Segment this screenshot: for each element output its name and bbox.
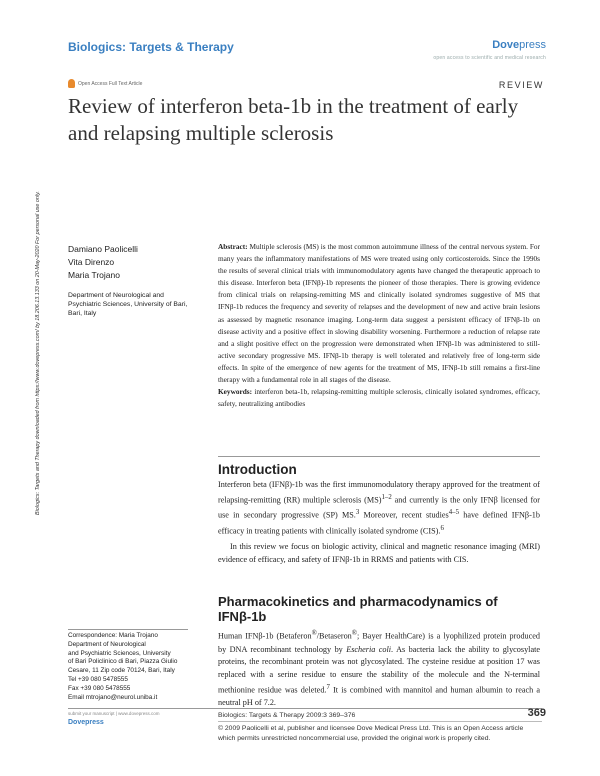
citation-ref[interactable]: 6 — [440, 524, 444, 532]
author-name: Damiano Paolicelli — [68, 244, 138, 254]
author-name: Maria Trojano — [68, 270, 120, 281]
page-number: 369 — [527, 707, 546, 719]
keywords-text: interferon beta-1b, relapsing-remitting multiple sclerosis, clinically isolated syndromes, efficacy, safety, neutralizing antibodies — [218, 387, 540, 409]
pharmacokinetics-heading: Pharmacokinetics and pharmacodynamics of IFNβ-1b — [218, 594, 498, 624]
correspondence-line: Correspondence: Maria Trojano — [68, 632, 158, 639]
registered-mark: ® — [351, 630, 357, 637]
introduction-paragraph: Interferon beta (IFNβ)-1b was the first immunomodulatory therapy approved for the treatment of relapsing-remitting (RR) multiple sclerosis (MS)$^{1-2}$ and currently is the only IFNβ licensed for use in secondary progressive (SP) MS.$^3$ Moreover, recent studies$^{4-5}$ have defined IFNβ-1b efficacy in treating patients with clinically isolated syndrome (CIS).$^6$ — [218, 480, 541, 536]
organism-name: Escheria coli — [346, 644, 392, 654]
citation-ref[interactable]: 1–2 — [381, 493, 392, 501]
correspondence-email[interactable]: Email mtrojano@neurol.uniba.it — [68, 693, 158, 701]
correspondence-line: Tel +39 080 5478555 — [68, 675, 128, 683]
author-affiliation: Department of Neurological and Psychiatric Sciences, University of Bari, Bari, Italy — [68, 292, 188, 317]
abstract-label: Abstract: — [218, 242, 248, 251]
section-divider — [218, 456, 540, 457]
footer-citation: Biologics: Targets & Therapy 2009:3 369–376 — [218, 712, 356, 719]
journal-title: Biologics: Targets & Therapy — [68, 40, 234, 54]
registered-mark: ® — [311, 630, 317, 637]
author-name: Vita Direnzo — [68, 257, 115, 268]
article-type: REVIEW — [498, 80, 544, 90]
footer-divider-secondary — [218, 721, 542, 722]
correspondence-line: Department of Neurological — [68, 640, 146, 648]
article-title: Review of interferon beta-1b in the treatment of early and relapsing multiple sclerosis — [68, 94, 519, 145]
publisher-name-light: press — [519, 39, 546, 51]
footer-divider — [68, 708, 542, 709]
introduction-heading: Introduction — [218, 462, 297, 477]
submit-manuscript-link[interactable]: submit your manuscript | www.dovepress.com — [68, 711, 160, 716]
sidebar-download-text: Biologics: Targets and Therapy downloaded from https://www.dovepress.com/ by 18.206.13.133 on 20-May-2020 For personal use only. — [35, 191, 41, 515]
publisher-logo[interactable] — [492, 39, 546, 51]
pharmacokinetics-body: Human IFNβ-1b (Betaferon®/Betaseron®; Bayer HealthCare) is a lyophilized protein produced by DNA recombinant technology by Escheria coli. As bacteria lack the ability to glycosylate proteins, the recombinant protein was not glycosylated. The cysteine residue at position 17 was replaced with a serine residue to ensure the stability of the molecule and the N-terminal methionine residue was deleted.$^7$ It is combined with mannitol and human albumin to reach a neutral pH of 7.2. — [218, 630, 541, 708]
introduction-paragraph: In this review we focus on biologic activity, clinical and magnetic resonance imaging (MRI) evidence of efficacy, and safety of IFNβ-1b in RRMS and patients with CIS. — [218, 542, 540, 565]
publisher-tagline: open access to scientific and medical research — [433, 55, 546, 61]
correspondence-line: Cesare, 11 Zip code 70124, Bari, Italy — [68, 667, 175, 675]
correspondence-line: Fax +39 080 5478555 — [68, 684, 131, 692]
correspondence-line: and Psychiatric Sciences, University — [68, 649, 171, 657]
open-access-lock-icon — [68, 79, 75, 88]
citation-ref[interactable]: 7 — [326, 683, 330, 691]
open-access-label — [68, 79, 142, 88]
footer-brand[interactable]: Dovepress — [68, 719, 104, 726]
abstract-block — [218, 241, 540, 410]
keywords-label: Keywords: — [218, 387, 253, 397]
abstract-text: Multiple sclerosis (MS) is the most common autoimmune illness of the central nervous system. For many years the inflammatory manifestations of MS were treated using only corticosteroids. Since the 1990s the results of several clinical trials with immunomodulatory agents have changed the therapeutic approach to this disease. Interferon beta (IFNβ)-1b represents the pioneer of those therapies. There is growing evidence from clinical trials on relapsing-remitting MS and clinically isolated syndromes suggestive of MS that IFNβ-1b reduces the frequency and severity of relapses and the development of new and active brain lesions as assessed by magnetic resonance imaging. Long-term data suggest a persistent efficacy of IFNβ-1b on disease activity and a positive effect in slowing disability worsening. Furthermore a reduction of relapse rate and a slight positive effect on the progression were demonstrated when IFNβ-1b was administered to still-active secondary progressive MS. IFNβ-1b therapy is well tolerated and relatively free of long-term side effects. In spite of the emergence of new agents for the treatment of MS, IFNβ-1b still remains a first-line therapy with a fundamental role in all stages of the disease. — [218, 242, 540, 385]
citation-ref[interactable]: 3 — [355, 509, 360, 517]
open-access-text: Open Access Full Text Article — [78, 80, 143, 87]
correspondence-divider — [68, 629, 188, 630]
citation-ref[interactable]: 4–5 — [448, 509, 459, 517]
correspondence-line: of Bari Policlinico di Bari, Piazza Giulio — [68, 658, 178, 666]
copyright-notice: © 2009 Paolicelli et al, publisher and licensee Dove Medical Press Ltd. This is an Open Access article which permits unrestricted noncommercial use, provided the original work is properly cited. — [218, 725, 524, 742]
sidebar-download-note — [35, 145, 49, 515]
introduction-body — [218, 479, 540, 567]
author-list — [68, 243, 138, 283]
correspondence-block — [68, 632, 193, 702]
publisher-name-bold: Dove — [492, 39, 520, 51]
